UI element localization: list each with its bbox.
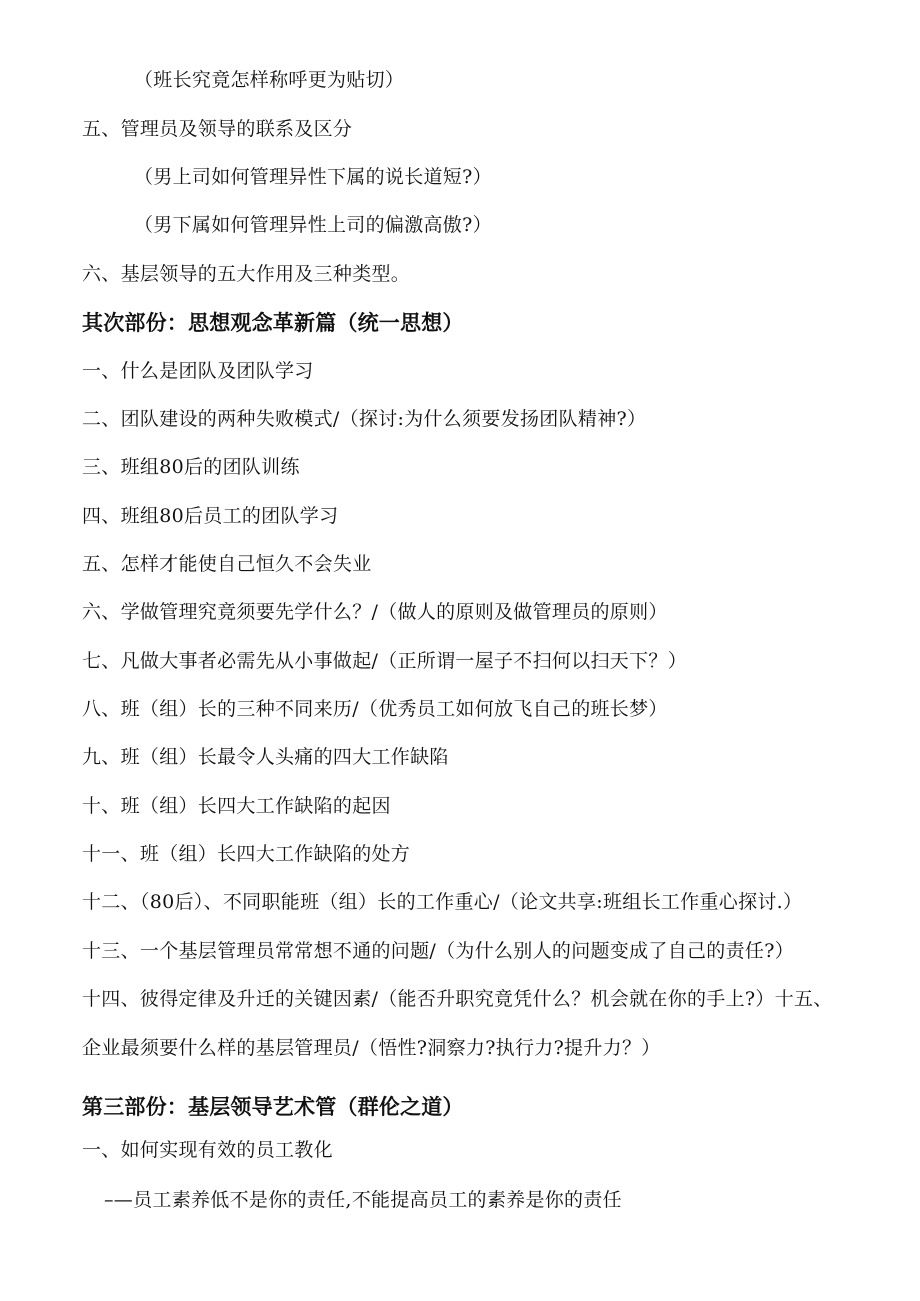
list-item: 七、凡做大事者必需先从小事做起/（正所谓一屋子不扫何以扫天下？） bbox=[82, 650, 688, 672]
list-item: 八、班（组）长的三种不同来历/（优秀员工如何放飞自己的班长梦） bbox=[82, 698, 668, 720]
subtitle-line: （男下属如何管理异性上司的偏激高傲?） bbox=[134, 214, 492, 236]
list-item: 一、如何实现有效的员工教化 bbox=[82, 1139, 333, 1161]
list-item: 企业最须要什么样的基层管理员/（悟性?洞察力?执行力?提升力？） bbox=[82, 1037, 661, 1059]
section-heading: 其次部份：思想观念革新篇（统一思想） bbox=[82, 311, 464, 335]
list-item: 二、团队建设的两种失败模式/（探讨:为什么须要发扬团队精神?） bbox=[82, 408, 647, 430]
list-item: 十三、一个基层管理员常常想不通的问题/（为什么别人的问题变成了自己的责任?） bbox=[82, 940, 794, 962]
list-item: 五、管理员及领导的联系及区分 bbox=[82, 118, 353, 140]
note-line: –—员工素养低不是你的责任,不能提高员工的素养是你的责任 bbox=[104, 1189, 622, 1211]
list-item: 九、班（组）长最令人头痛的四大工作缺陷 bbox=[82, 746, 449, 768]
list-item: 三、班组80后的团队训练 bbox=[82, 456, 300, 478]
list-item: 一、什么是团队及团队学习 bbox=[82, 360, 314, 382]
list-item: 六、学做管理究竟须要先学什么？/（做人的原则及做管理员的原则） bbox=[82, 601, 668, 623]
list-item: 四、班组80后员工的团队学习 bbox=[82, 505, 339, 527]
list-item: 十四、彼得定律及升迁的关键因素/（能否升职究竟凭什么？机会就在你的手上?）十五、 bbox=[82, 988, 833, 1010]
list-item: 五、怎样才能使自己恒久不会失业 bbox=[82, 553, 372, 575]
subtitle-line: （男上司如何管理异性下属的说长道短?） bbox=[134, 166, 492, 188]
section-heading: 第三部份：基层领导艺术管（群伦之道） bbox=[82, 1095, 464, 1119]
list-item: 十、班（组）长四大工作缺陷的起因 bbox=[82, 795, 391, 817]
list-item: 六、基层领导的五大作用及三种类型。 bbox=[82, 263, 411, 285]
subtitle-line: （班长究竟怎样称呼更为贴切） bbox=[134, 69, 405, 91]
list-item: 十一、班（组）长四大工作缺陷的处方 bbox=[82, 843, 411, 865]
list-item: 十二、（80后）、不同职能班（组）长的工作重心/（论文共享:班组长工作重心探讨.） bbox=[82, 891, 803, 913]
